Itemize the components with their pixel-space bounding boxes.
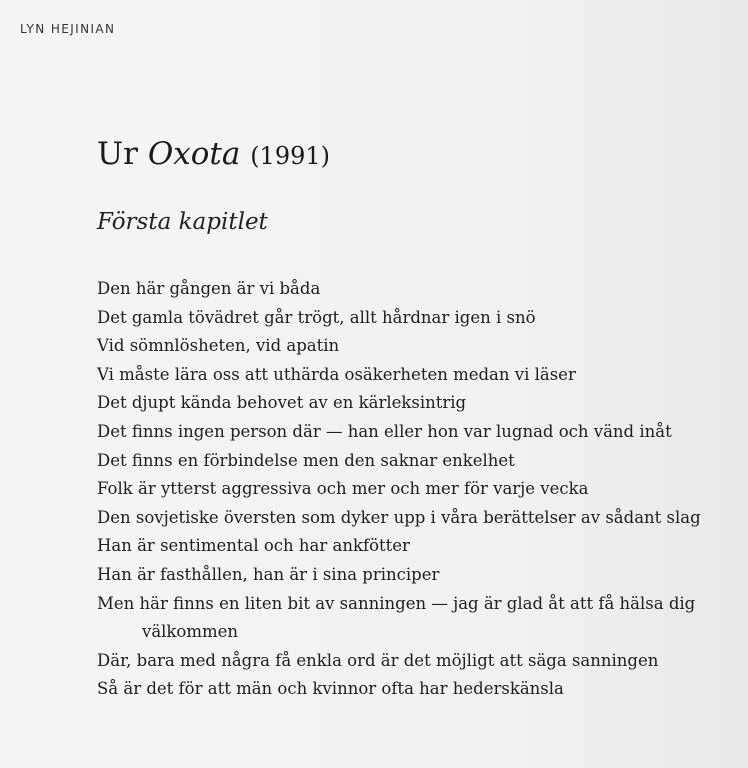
poem-line: Vi måste lära oss att uthärda osäkerheten medan vi läser	[97, 364, 576, 384]
running-header-author: LYN HEJINIAN	[20, 22, 116, 36]
poem-line: Där, bara med några få enkla ord är det möjligt att säga sanningen	[97, 650, 659, 670]
poem-line: Det finns en förbindelse men den saknar enkelhet	[97, 450, 515, 470]
poem-line: Så är det för att män och kvinnor ofta har hederskänsla	[97, 679, 564, 699]
poem-line: Han är sentimental och har ankfötter	[97, 536, 410, 556]
poem-line: Det gamla tövädret går trögt, allt hårdnar igen i snö	[97, 307, 536, 327]
poem-line: Men här finns en liten bit av sanningen — jag är glad åt att få hälsa dig	[97, 593, 696, 613]
title-prefix: Ur	[97, 136, 148, 172]
chapter-subtitle: Första kapitlet	[97, 209, 268, 235]
poem-line: Vid sömnlösheten, vid apatin	[97, 336, 340, 356]
poem-line: Det finns ingen person där — han eller hon var lugnad och vänd inåt	[97, 421, 672, 441]
title-work: Oxota	[147, 136, 241, 172]
poem-line: Han är fasthållen, han är i sina principer	[97, 564, 440, 584]
poem-title	[97, 136, 330, 172]
poem-line-continuation: välkommen	[142, 622, 239, 642]
poem-line: Den sovjetiske översten som dyker upp i våra berättelser av sådant slag	[97, 507, 701, 527]
poem-body	[97, 275, 701, 704]
poem-line: Folk är ytterst aggressiva och mer och mer för varje vecka	[97, 479, 589, 499]
title-year: (1991)	[250, 142, 330, 170]
poem-line: Det djupt kända behovet av en kärleksintrig	[97, 393, 467, 413]
poem-line: Den här gången är vi båda	[97, 279, 321, 298]
